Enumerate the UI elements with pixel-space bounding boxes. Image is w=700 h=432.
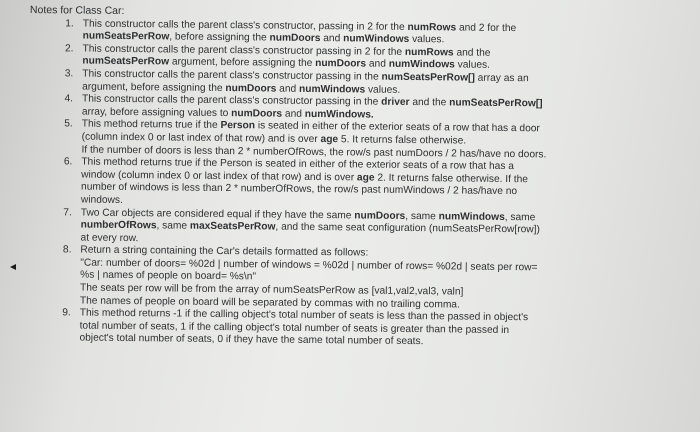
text-segment: This method returns true if the bbox=[81, 118, 221, 132]
text-segment: This constructor calls the parent class's constructor passing in the bbox=[81, 93, 382, 108]
bold-term: numWindows bbox=[388, 59, 455, 71]
text-segment: object's total number of seats, 0 if they have the same total number of seats. bbox=[79, 332, 424, 348]
list-item bbox=[26, 307, 666, 351]
text-segment: This constructor calls the parent class's constructor, passing in 2 for the bbox=[82, 18, 408, 33]
bold-term: numDoors bbox=[354, 209, 406, 222]
text-segment: This constructor calls the parent class's constructor passing in the bbox=[82, 68, 382, 83]
text-segment: argument, before assigning the bbox=[82, 81, 226, 94]
text-segment: Return a string containing the Car's details formatted as follows: bbox=[80, 244, 369, 259]
item-number: 2. bbox=[64, 43, 74, 55]
bold-term: numDoors bbox=[269, 32, 321, 45]
text-segment: is seated in either of the exterior seats of a row that has a door bbox=[254, 120, 540, 135]
text-segment: window (column index 0 or last index of that row) and is over bbox=[81, 169, 358, 184]
bold-term: numDoors bbox=[225, 82, 277, 95]
bold-term: numSeatsPerRow bbox=[82, 55, 170, 68]
text-segment: number of windows is less than 2 * numberOfRows, the row/s past numWindows / 2 has/have no bbox=[81, 181, 518, 198]
text-segment: and the bbox=[453, 47, 491, 59]
bold-term: age bbox=[320, 133, 339, 146]
item-number: 9. bbox=[62, 307, 71, 319]
text-segment: "Car: number of doors= %02d | number of windows = %02d | number of rows= %02d | seats per row= bbox=[80, 257, 538, 274]
text-segment: at every row. bbox=[80, 232, 139, 244]
text-segment: argument, before assigning the bbox=[168, 56, 316, 70]
text-segment: values. bbox=[365, 84, 401, 96]
text-segment: (column index 0 or last index of that row) and is over bbox=[81, 131, 321, 145]
list-item bbox=[27, 244, 668, 314]
text-segment: windows. bbox=[80, 194, 123, 206]
item-number: 8. bbox=[62, 244, 72, 256]
notes-document bbox=[26, 4, 670, 352]
text-segment: values. bbox=[409, 34, 445, 46]
text-segment: , same bbox=[504, 211, 536, 223]
text-segment: and 2 for the bbox=[456, 22, 517, 34]
text-segment: and the bbox=[409, 97, 450, 109]
text-segment: 5. It returns false otherwise. bbox=[338, 134, 467, 147]
item-number: 5. bbox=[64, 118, 73, 130]
mouse-pointer-icon bbox=[10, 264, 16, 270]
text-segment: Two Car objects are considered equal if they have the same bbox=[80, 207, 355, 221]
text-segment: total number of seats, 1 if the calling object's total number of seats is greater than the passed in bbox=[79, 320, 510, 336]
bold-term: numSeatsPerRow[] bbox=[381, 71, 475, 84]
text-segment: The names of people on board will be separated by commas with no trailing comma. bbox=[79, 295, 460, 311]
item-number: 6. bbox=[63, 156, 73, 168]
text-segment: If the number of doors is less than 2 * numberOfRows, the row/s past numDoors / 2 has/have no doors. bbox=[81, 144, 547, 160]
bold-term: numberOfRows bbox=[80, 219, 157, 232]
text-segment: values. bbox=[454, 59, 491, 72]
text-segment: and bbox=[276, 83, 300, 95]
bold-term: numWindows bbox=[438, 210, 505, 223]
bold-term: age bbox=[356, 172, 375, 184]
text-segment: and bbox=[282, 108, 305, 120]
item-number: 1. bbox=[65, 17, 74, 30]
item-number: 7. bbox=[63, 206, 72, 218]
numbered-list bbox=[26, 18, 669, 352]
bold-term: numSeatsPerRow bbox=[82, 30, 170, 43]
text-segment: %s | names of people on board= %s\n" bbox=[80, 270, 257, 283]
text-segment: and bbox=[320, 33, 344, 45]
text-segment: and bbox=[366, 58, 389, 71]
item-number: 3. bbox=[64, 68, 74, 80]
text-segment: array, before assigning values to bbox=[81, 106, 232, 119]
bold-term: numWindows bbox=[343, 33, 410, 46]
text-segment: This method returns true if the Person is seated in either of the exterior seats of a row that has a bbox=[81, 156, 515, 173]
text-segment: , same bbox=[405, 210, 439, 222]
bold-term: numSeatsPerRow[] bbox=[449, 97, 543, 110]
text-segment: , before assigning the bbox=[169, 31, 270, 44]
notes-title: Notes for Class Car: bbox=[29, 4, 125, 17]
text-segment: This method returns -1 if the calling object's total number of seats is less than the passed in object's bbox=[79, 307, 529, 324]
text-segment: , and the same seat configuration (numSeatsPerRow[row]) bbox=[275, 221, 540, 236]
bold-term: driver bbox=[381, 96, 410, 109]
text-segment: This constructor calls the parent class's constructor passing in 2 for the bbox=[82, 43, 406, 58]
bold-term: numRows bbox=[407, 21, 457, 34]
bold-term: maxSeatsPerRow bbox=[189, 220, 276, 233]
text-segment: The seats per row will be from the array of numSeatsPerRow as [val1,val2,val3, valn] bbox=[79, 282, 464, 298]
list-item bbox=[28, 156, 668, 213]
bold-term: numRows bbox=[404, 46, 454, 59]
item-number: 4. bbox=[64, 93, 74, 105]
text-segment: array as an bbox=[474, 72, 529, 85]
text-segment: 2. It returns false otherwise. If the bbox=[374, 172, 529, 185]
bold-term: Person bbox=[220, 120, 256, 132]
bold-term: numDoors bbox=[315, 58, 367, 70]
bold-term: numDoors bbox=[231, 107, 283, 120]
bold-term: numWindows. bbox=[304, 108, 374, 121]
text-segment: , same bbox=[156, 220, 191, 232]
bold-term: numWindows bbox=[298, 83, 366, 96]
